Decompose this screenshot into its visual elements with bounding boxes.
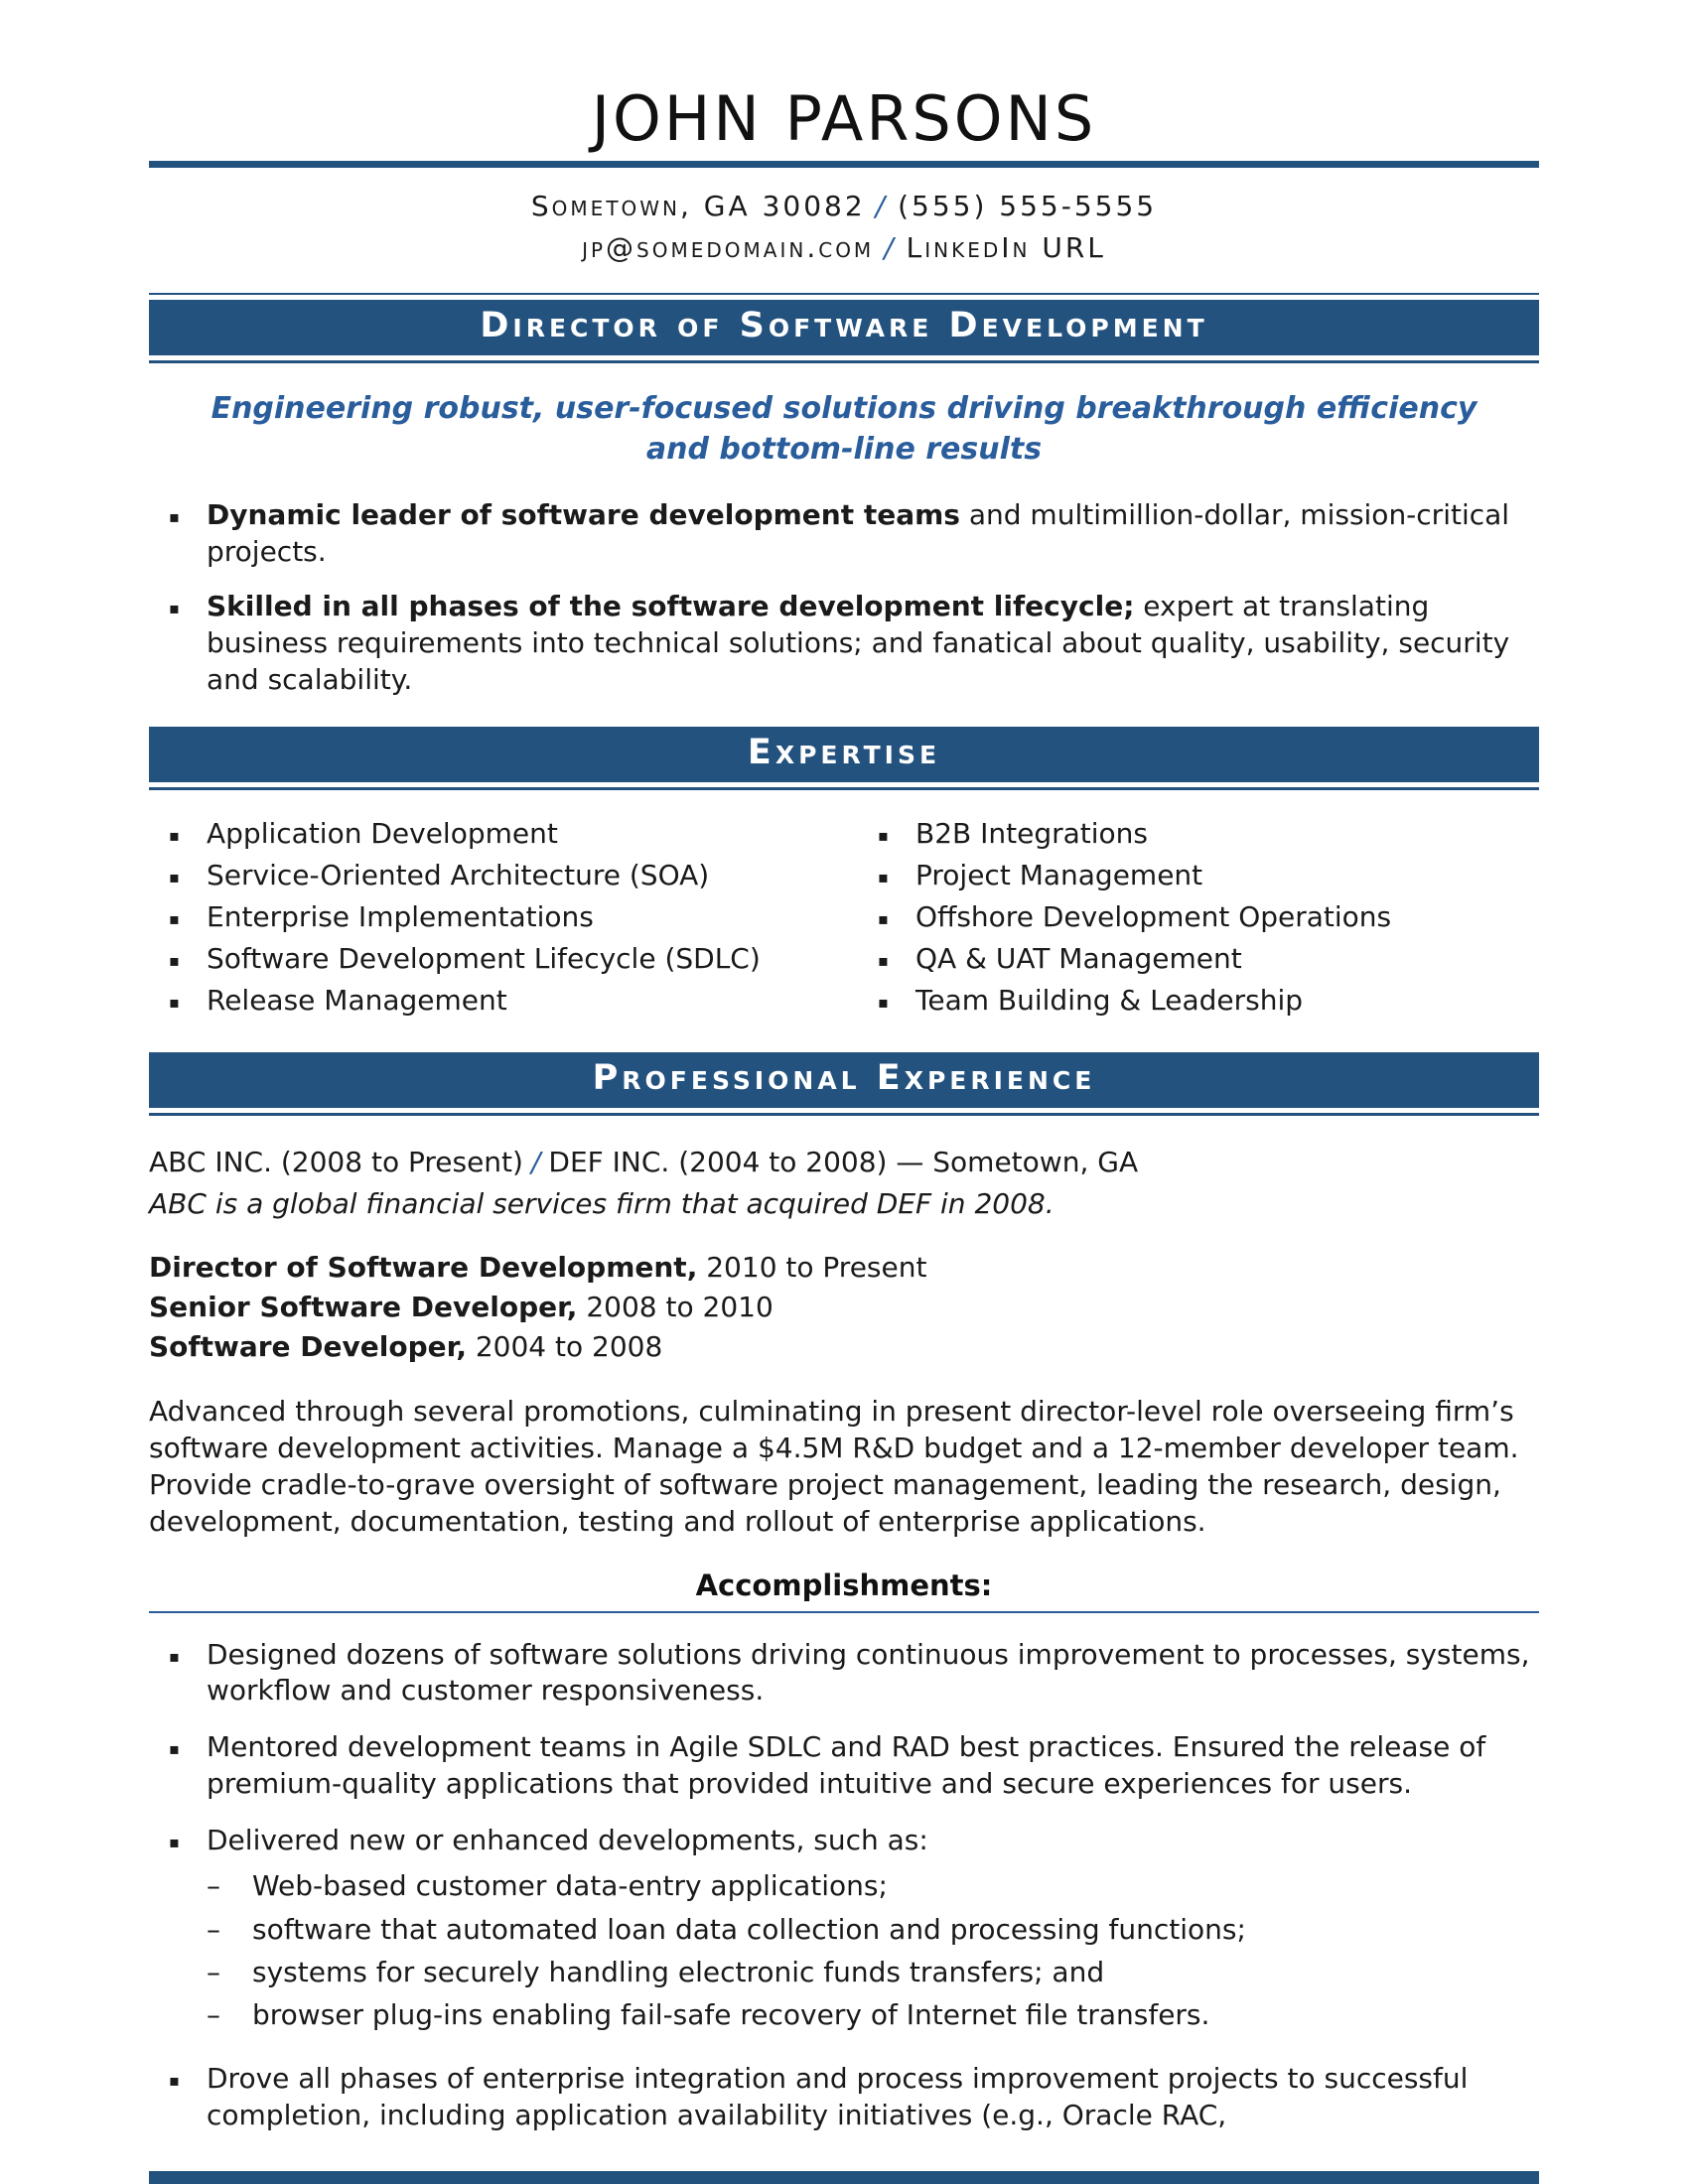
bullet-item bbox=[149, 1823, 1539, 2041]
bullet-item bbox=[149, 1637, 1539, 1710]
expertise-column-right bbox=[858, 816, 1539, 1024]
bullet-marker: ▪ bbox=[169, 908, 180, 928]
bullet-marker: ▪ bbox=[169, 867, 180, 887]
tagline: Engineering robust, user-focused solutions driving breakthrough efficiency and bottom-line results bbox=[211, 391, 1477, 467]
role-line bbox=[149, 1288, 1539, 1327]
expertise-item: Project Management bbox=[915, 858, 1203, 891]
expertise-column-left bbox=[149, 816, 858, 1024]
role-line bbox=[149, 1248, 1539, 1288]
dash-marker: – bbox=[207, 1998, 220, 2032]
role-title: Senior Software Developer, bbox=[149, 1291, 578, 1324]
bullet-marker: ▪ bbox=[169, 1646, 180, 1666]
sub-bullet-item bbox=[207, 1912, 1246, 1948]
bullet-marker: ▪ bbox=[878, 867, 889, 887]
contact-line-email-linkedin bbox=[149, 227, 1539, 269]
role-title: Software Developer, bbox=[149, 1329, 467, 1363]
bullet-text: Skilled in all phases of the software development lifecycle; expert at translating business requirements into technical solutions; and fanatical about quality, usability, security and scalability. bbox=[207, 590, 1510, 696]
employer-secondary: DEF INC. (2004 to 2008) — Sometown, GA bbox=[548, 1145, 1139, 1178]
experience-banner: Professional Experience bbox=[149, 1052, 1539, 1108]
experience-summary: Advanced through several promotions, culminating in present director-level role overseeing firm’s software development activities. Manage a $4.5M R&D budget and a 12-member developer team. Provide cradle-to-grave oversight of software project management, leading the research, design, development, documentation, testing and rollout of enterprise applications. bbox=[149, 1394, 1519, 1539]
bullet-item bbox=[149, 2061, 1539, 2134]
accomplishments-list bbox=[149, 1637, 1539, 2134]
dash-marker: – bbox=[207, 1956, 220, 1989]
bullet-item bbox=[149, 941, 858, 978]
role-title: Director of Software Development, bbox=[149, 1251, 698, 1285]
title-banner-block bbox=[149, 293, 1539, 363]
bullet-text: Mentored development teams in Agile SDLC and RAD best practices. Ensured the release of premium-quality applications that provided intuitive and secure experiences for users. bbox=[207, 1730, 1486, 1801]
expertise-item: Team Building & Leadership bbox=[915, 983, 1304, 1017]
expertise-item: B2B Integrations bbox=[915, 816, 1149, 850]
expertise-item: Offshore Development Operations bbox=[915, 899, 1392, 933]
contact-info bbox=[149, 186, 1539, 269]
expertise-item: QA & UAT Management bbox=[915, 941, 1242, 975]
bullet-marker: ▪ bbox=[169, 1833, 180, 1852]
bullet-text: Designed dozens of software solutions driving continuous improvement to processes, systems, workflow and customer responsiveness. bbox=[207, 1637, 1530, 1707]
bullet-item bbox=[149, 858, 858, 894]
employer-description: ABC is a global financial services firm that acquired DEF in 2008. bbox=[149, 1186, 1055, 1220]
bullet-marker: ▪ bbox=[878, 950, 889, 970]
expertise-item: Enterprise Implementations bbox=[207, 899, 594, 933]
summary-bullet-list bbox=[149, 497, 1539, 699]
sub-bullet-text: software that automated loan data collection and processing functions; bbox=[252, 1912, 1246, 1946]
contact-location: Sometown, GA 30082 bbox=[530, 190, 866, 223]
employer-primary: ABC INC. (2008 to Present) bbox=[149, 1145, 523, 1178]
contact-line-location-phone bbox=[149, 186, 1539, 227]
expertise-item: Application Development bbox=[207, 816, 558, 850]
sub-bullet-item bbox=[207, 1868, 1246, 1904]
expertise-banner-block bbox=[149, 727, 1539, 790]
bullet-marker: ▪ bbox=[878, 992, 889, 1012]
bullet-marker: ▪ bbox=[169, 507, 180, 527]
contact-separator: / bbox=[884, 231, 897, 265]
expertise-section bbox=[149, 816, 1539, 1024]
bullet-item bbox=[858, 899, 1539, 936]
bullet-marker: ▪ bbox=[169, 950, 180, 970]
role-dates: 2008 to 2010 bbox=[577, 1291, 774, 1324]
bullet-item bbox=[149, 983, 858, 1020]
sub-bullet-text: systems for securely handling electronic funds transfers; and bbox=[252, 1956, 1105, 1989]
bullet-marker: ▪ bbox=[169, 825, 180, 845]
role-dates: 2010 to Present bbox=[697, 1251, 927, 1285]
role-list bbox=[149, 1248, 1539, 1366]
experience-employer-line bbox=[149, 1144, 1539, 1181]
bullet-item bbox=[149, 816, 858, 853]
contact-linkedin: LinkedIn URL bbox=[906, 231, 1106, 265]
bullet-text: Drove all phases of enterprise integration and process improvement projects to successful completion, including application availability initiatives (e.g., Oracle RAC, bbox=[207, 2061, 1469, 2131]
bullet-item bbox=[858, 816, 1539, 853]
expertise-item: Release Management bbox=[207, 983, 507, 1017]
experience-banner-block bbox=[149, 1052, 1539, 1116]
bullet-marker: ▪ bbox=[878, 908, 889, 928]
bullet-marker: ▪ bbox=[169, 992, 180, 1012]
bullet-marker: ▪ bbox=[878, 825, 889, 845]
bullet-marker: ▪ bbox=[169, 1739, 180, 1759]
bullet-item bbox=[858, 983, 1539, 1020]
person-name: JOHN PARSONS bbox=[591, 82, 1097, 155]
sub-bullet-item bbox=[207, 1955, 1246, 1990]
expertise-banner: Expertise bbox=[149, 727, 1539, 782]
bullet-item bbox=[149, 497, 1539, 571]
bullet-item bbox=[149, 1729, 1539, 1803]
expertise-item: Service-Oriented Architecture (SOA) bbox=[207, 858, 710, 891]
dash-marker: – bbox=[207, 1912, 220, 1946]
contact-separator: / bbox=[875, 190, 889, 223]
role-line bbox=[149, 1327, 1539, 1367]
bullet-item bbox=[149, 589, 1539, 699]
role-dates: 2004 to 2008 bbox=[466, 1329, 663, 1363]
accomplishments-heading: Accomplishments: bbox=[149, 1569, 1539, 1613]
sub-bullet-list bbox=[207, 1868, 1246, 2034]
sub-bullet-item bbox=[207, 1997, 1246, 2033]
header-rule bbox=[149, 161, 1539, 168]
employer-separator: / bbox=[530, 1145, 541, 1178]
title-banner: Director of Software Development bbox=[149, 300, 1539, 355]
dash-marker: – bbox=[207, 1869, 220, 1903]
expertise-item: Software Development Lifecycle (SDLC) bbox=[207, 941, 761, 975]
contact-phone: (555) 555-5555 bbox=[898, 190, 1158, 223]
sub-bullet-text: Web-based customer data-entry applications; bbox=[252, 1869, 888, 1903]
bullet-item bbox=[149, 899, 858, 936]
bullet-text: Dynamic leader of software development teams and multimillion-dollar, mission-critical projects. bbox=[207, 498, 1510, 569]
bullet-marker: ▪ bbox=[169, 599, 180, 618]
sub-bullet-text: browser plug-ins enabling fail-safe recovery of Internet file transfers. bbox=[252, 1998, 1210, 2032]
bullet-item bbox=[858, 858, 1539, 894]
bullet-item bbox=[858, 941, 1539, 978]
contact-email: jp@somedomain.com bbox=[582, 231, 875, 265]
bullet-marker: ▪ bbox=[169, 2070, 180, 2090]
bullet-text: Delivered new or enhanced developments, such as: – Web-based customer data-entry applications; – software that automated loan data collection and processing functions; – systems for securely handling electronic funds transfers; and – browser plug-ins enabling fail-safe recovery of Internet file transfers. bbox=[207, 1823, 1246, 2041]
next-section-banner-partial bbox=[149, 2171, 1539, 2184]
